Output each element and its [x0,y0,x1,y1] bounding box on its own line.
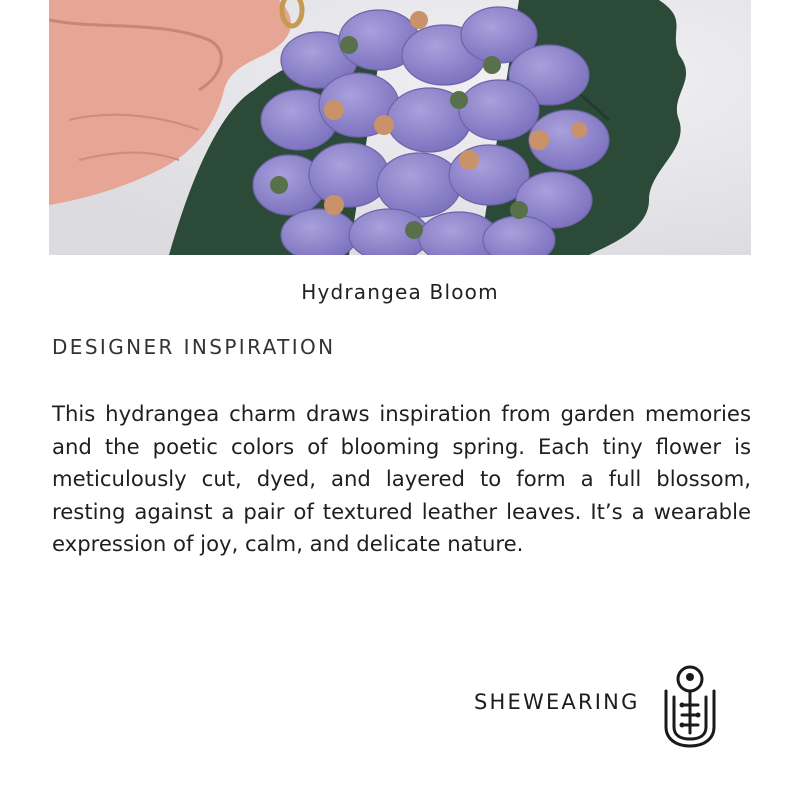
hydrangea-charm-illustration [49,0,751,255]
product-photo [49,0,751,255]
description-paragraph: This hydrangea charm draws inspiration from garden memories and the poetic colors of blooming spring. Each tiny flower is meticulously cut, dyed, and layered to form a full blossom, resting against a pair of textured leather leaves. It’s a wearable expression of joy, calm, and delicate nature. [52,401,751,556]
image-caption: Hydrangea Bloom [301,280,499,304]
shewearing-logo-icon [660,663,720,753]
section-heading: DESIGNER INSPIRATION [52,335,336,359]
brand-name: SHEWEARING [474,690,640,714]
